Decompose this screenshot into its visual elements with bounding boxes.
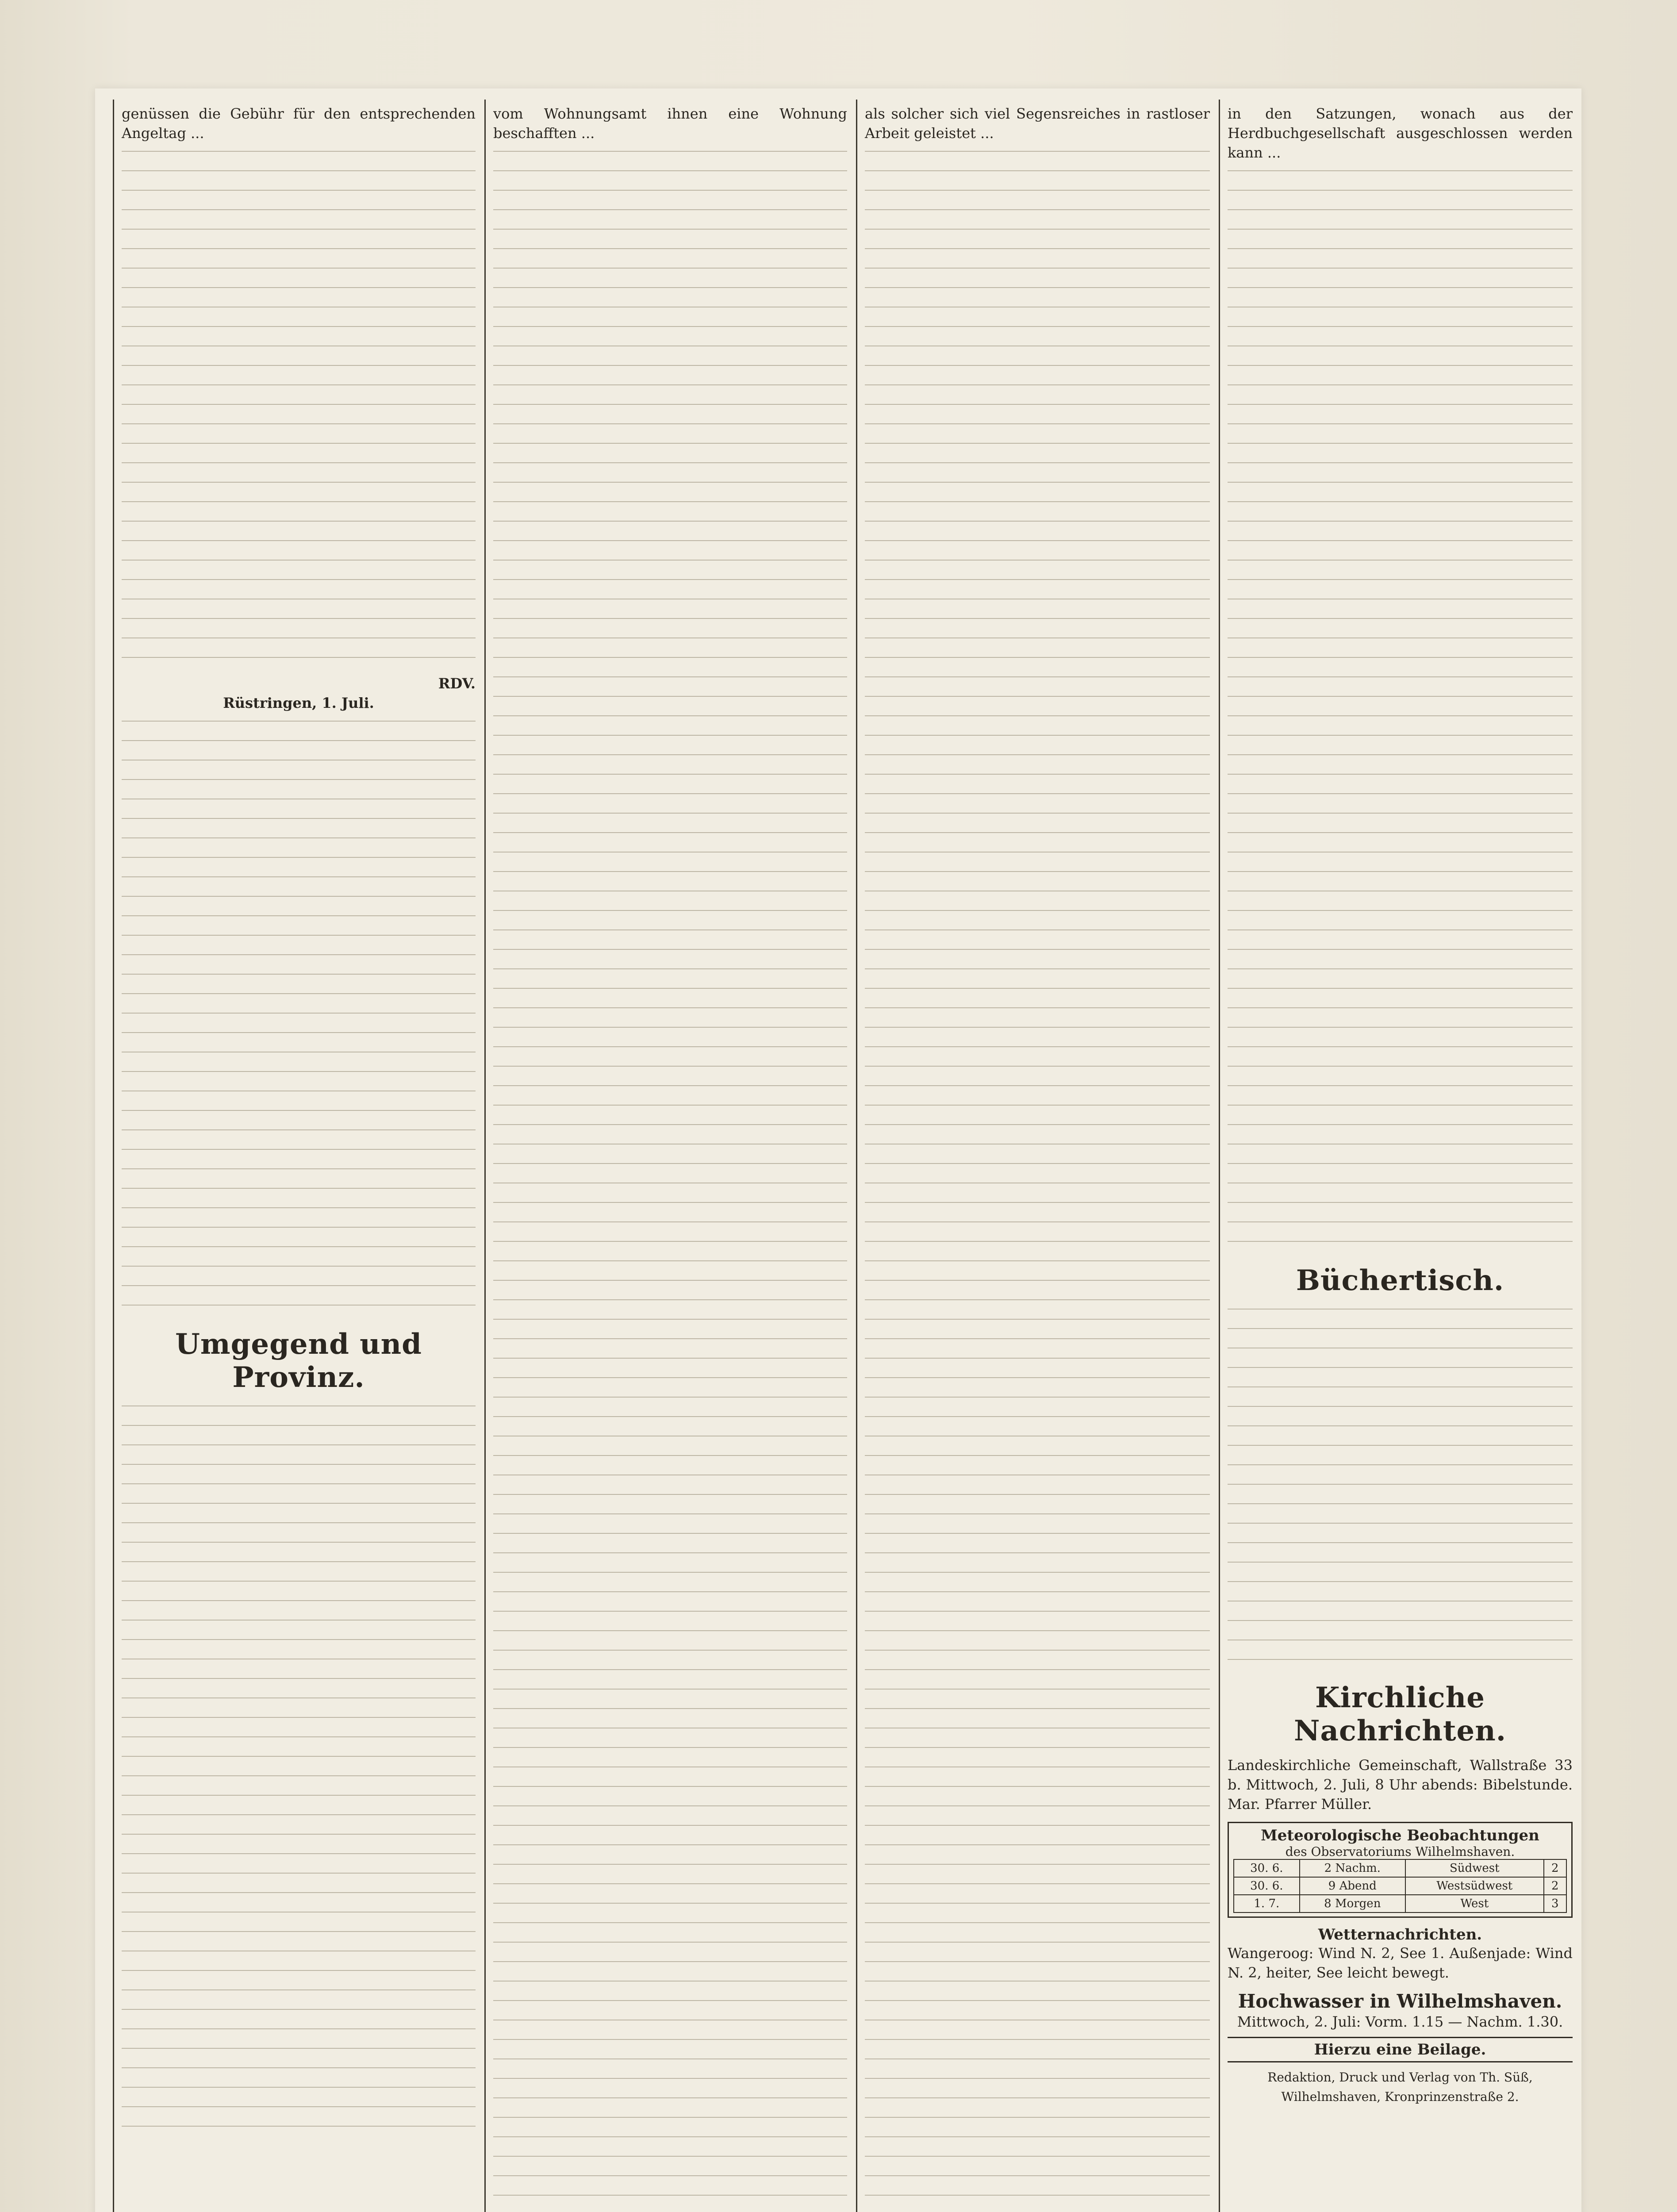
weather-strength: 2 (1544, 1877, 1566, 1895)
weather-row (1234, 1877, 1566, 1895)
forecast-text: Wangeroog: Wind N. 2, See 1. Außenjade: Wind N. 2, heiter, See leicht bewegt. (1228, 1945, 1573, 1981)
tide-text: Mittwoch, 2. Juli: Vorm. 1.15 — Nachm. 1.30. (1237, 2013, 1563, 2030)
supplement-banner: Hierzu eine Beilage. (1228, 2037, 1573, 2062)
column-1 (122, 104, 476, 2212)
col2-top-text: vom Wohnungsamt ihnen eine Wohnung beschafften ... (493, 105, 847, 142)
col4-body-lines (1228, 167, 1573, 1251)
col1-dateline: Rüstringen, 1. Juli. (223, 695, 374, 711)
col1-body-lines-2 (122, 717, 476, 1314)
weather-wind: Südwest (1405, 1859, 1544, 1877)
weather-box (1228, 1822, 1573, 1918)
col1-signature: RDV. (438, 675, 476, 692)
section-title-umgegend: Umgegend und Provinz. (175, 1328, 422, 1394)
weather-subtitle: des Observatoriums Wilhelmshaven. (1285, 1844, 1515, 1859)
weather-day: 30. 6. (1234, 1859, 1300, 1877)
col3-body-lines (865, 147, 1210, 2212)
column-rule (113, 100, 114, 2212)
col2-body-lines (493, 147, 847, 2212)
column-rule (1219, 100, 1220, 2212)
tide-title: Hochwasser in Wilhelmshaven. (1238, 1990, 1562, 2012)
newspaper-page (95, 88, 1581, 2212)
col4-top-text: in den Satzungen, wonach aus der Herdbuchgesellschaft ausgeschlossen werden kann ... (1228, 105, 1573, 161)
column-4 (1228, 104, 1573, 2212)
weather-time: 8 Morgen (1300, 1895, 1405, 1912)
col3-top-text: als solcher sich viel Segensreiches in rastloser Arbeit geleistet ... (865, 105, 1210, 142)
weather-day: 30. 6. (1234, 1877, 1300, 1895)
weather-strength: 2 (1544, 1859, 1566, 1877)
forecast-title: Wetternachrichten. (1318, 1926, 1482, 1943)
weather-wind: West (1405, 1895, 1544, 1912)
column-rule (484, 100, 486, 2212)
col1-body-lines-3 (122, 1402, 476, 2132)
weather-day: 1. 7. (1234, 1895, 1300, 1912)
column-2 (493, 104, 847, 2212)
weather-table (1233, 1859, 1567, 1913)
weather-strength: 3 (1544, 1895, 1566, 1912)
weather-row (1234, 1859, 1566, 1877)
column-3 (865, 104, 1210, 2212)
books-title: Büchertisch. (1296, 1264, 1504, 1297)
imprint-text: Redaktion, Druck und Verlag von Th. Süß, Wilhelmshaven, Kronprinzenstraße 2. (1267, 2070, 1533, 2104)
weather-time: 2 Nachm. (1300, 1859, 1405, 1877)
weather-row (1234, 1895, 1566, 1912)
weather-time: 9 Abend (1300, 1877, 1405, 1895)
col1-body-lines (122, 147, 476, 669)
church-text: Landeskirchliche Gemeinschaft, Wallstraße 33 b. Mittwoch, 2. Juli, 8 Uhr abends: Bibelstunde. Mar. Pfarrer Müller. (1228, 1757, 1573, 1813)
books-body-lines (1228, 1305, 1573, 1668)
column-rule (856, 100, 857, 2212)
church-title: Kirchliche Nachrichten. (1293, 1681, 1507, 1747)
weather-wind: Westsüdwest (1405, 1877, 1544, 1895)
col1-top-text: genüssen die Gebühr für den entsprechenden Angeltag ... (122, 105, 476, 142)
weather-title: Meteorologische Beobachtungen (1261, 1827, 1539, 1844)
